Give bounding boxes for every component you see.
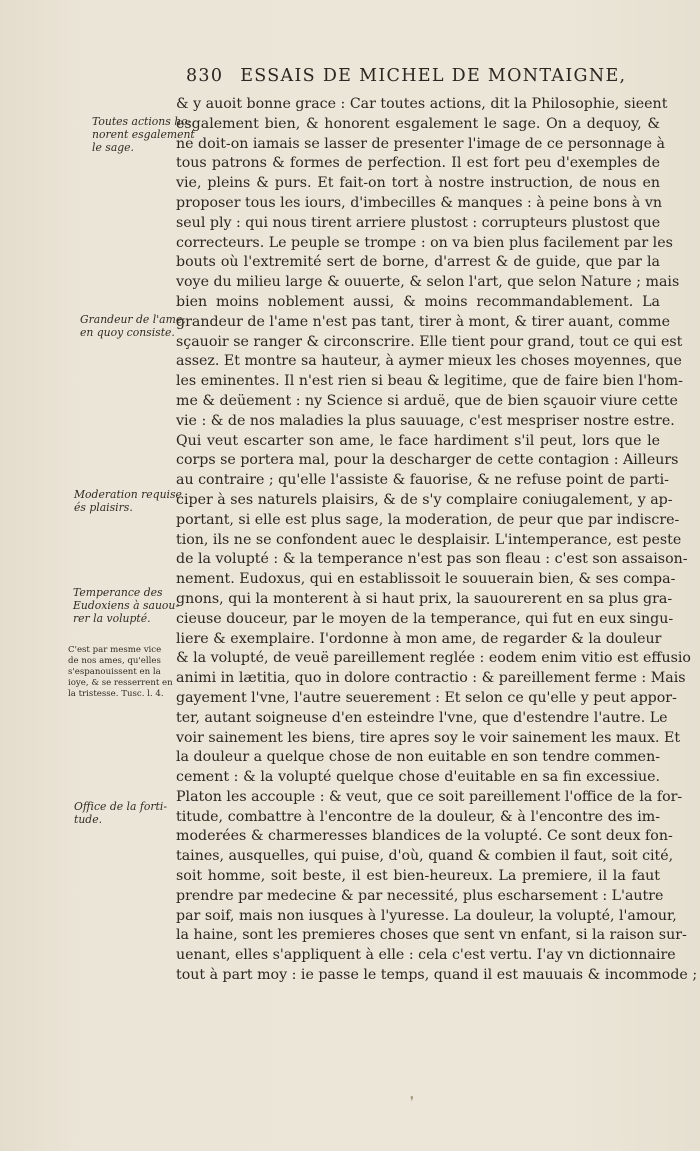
text-line: au contraire ; qu'elle l'assiste & fauorise, & ne refuse point de parti- xyxy=(176,472,669,489)
body-text xyxy=(176,95,698,986)
text-line: par soif, mais non iusques à l'yuresse. La douleur, la volupté, l'amour, xyxy=(176,907,677,924)
text-line: gnons, qui la monterent à si haut prix, la sauourerent en sa plus gra- xyxy=(176,590,673,607)
note-line: s'espanouissent en la xyxy=(68,667,161,677)
note-line: Eudoxiens à sauou- xyxy=(73,599,180,612)
text-line: corps se portera mal, pour la descharger de cette contagion : Ailleurs xyxy=(176,452,679,469)
page-number: 830 xyxy=(186,66,224,86)
text-line: bouts où l'extremité sert de borne, d'arrest & de guide, que par la xyxy=(176,254,660,271)
text-line: proposer tous les iours, d'imbecilles & manques : à peine bons à vn xyxy=(176,194,662,211)
text-line: esgalement bien, & honorent esgalement le sage. On a dequoy, & xyxy=(176,115,660,132)
note-office-fortitude xyxy=(74,800,176,826)
text-line: tous patrons & formes de perfection. Il est fort peu d'exemples de xyxy=(176,155,660,172)
text-line: moderées & charmeresses blandices de la volupté. Ce sont deux fon- xyxy=(176,828,673,845)
running-head xyxy=(186,66,656,86)
note-line: rer la volupté. xyxy=(73,612,151,625)
text-line: les eminentes. Il n'est rien si beau & legitime, que de faire bien l'hom- xyxy=(176,373,683,390)
text-line: la douleur a quelque chose de non euitable en son tendre commen- xyxy=(176,749,660,766)
text-line: liere & exemplaire. I'ordonne à mon ame, de regarder & la douleur xyxy=(176,630,662,647)
text-line: assez. Et montre sa hauteur, à aymer mieux les choses moyennes, que xyxy=(176,353,682,370)
note-temperance xyxy=(73,586,180,625)
text-line: prendre par medecine & par necessité, plus escharsement : L'autre xyxy=(176,887,664,904)
text-line: voir sainement les biens, tire apres soy le voir sainement les maux. Et xyxy=(176,729,681,746)
text-line: cement : & la volupté quelque chose d'euitable en sa fin excessiue. xyxy=(176,769,660,786)
text-line: & la volupté, de veuë pareillement reglée : eodem enim vitio est effusio xyxy=(176,650,691,667)
note-cest-par-mesme-vice xyxy=(68,645,172,700)
text-line: ne doit-on iamais se lasser de presenter l'image de ce personnage à xyxy=(176,135,665,152)
text-line: animi in lætitia, quo in dolore contractio : & pareillement ferme : Mais xyxy=(176,670,686,687)
text-line: titude, combattre à l'encontre de la douleur, & à l'encontre des im- xyxy=(176,808,660,825)
text-line: uenant, elles s'appliquent à elle : cela c'est vertu. I'ay vn dictionnaire xyxy=(176,947,676,964)
text-line: ter, autant soigneuse d'en esteindre l'vne, que d'estendre l'autre. Le xyxy=(176,709,668,726)
text-line: voye du milieu large & ouuerte, & selon l'art, que selon Nature ; mais xyxy=(176,274,680,291)
note-line: norent esgalement xyxy=(92,128,195,141)
text-line: sçauoir se ranger & circonscrire. Elle tient pour grand, tout ce qui est xyxy=(176,333,683,350)
note-line: Toutes actions ho- xyxy=(92,115,192,128)
note-line: Grandeur de l'ame, xyxy=(80,313,186,326)
text-line: correcteurs. Le peuple se trompe : on va bien plus facilement par les xyxy=(176,234,673,251)
text-line: tout à part moy : ie passe le temps, quand il est mauuais & incommode ; xyxy=(176,967,698,984)
text-line: tion, ils ne se confondent auec le desplaisir. L'intemperance, est peste xyxy=(176,531,682,548)
text-line: soit homme, soit beste, il est bien-heureux. La premiere, il la faut xyxy=(176,868,660,885)
note-line: és plaisirs. xyxy=(74,501,133,514)
note-line: Temperance des xyxy=(73,586,163,599)
text-line: vie, pleins & purs. Et fait-on tort à nostre instruction, de nous en xyxy=(176,175,660,192)
text-line: Qui veut escarter son ame, le face hardiment s'il peut, lors que le xyxy=(176,432,660,449)
note-line: le sage. xyxy=(92,141,134,154)
note-line: la tristesse. Tusc. l. 4. xyxy=(68,689,164,699)
text-line: bien moins noblement aussi, & moins recommandablement. La xyxy=(176,293,660,310)
note-line: C'est par mesme vice xyxy=(68,645,162,655)
text-line: grandeur de l'ame n'est pas tant, tirer à mont, & tirer auant, comme xyxy=(176,313,670,330)
note-toutes-actions xyxy=(92,115,194,154)
note-line: ioye, & se resserrent en xyxy=(68,678,173,688)
text-line: Platon les accouple : & veut, que ce soit pareillement l'office de la for- xyxy=(176,788,683,805)
note-line: tude. xyxy=(74,813,103,826)
note-line: en quoy consiste. xyxy=(80,326,175,339)
note-line: Moderation requise xyxy=(74,488,182,501)
note-line: de nos ames, qu'elles xyxy=(68,656,161,666)
text-line: ciper à ses naturels plaisirs, & de s'y complaire coniugalement, y ap- xyxy=(176,491,673,508)
note-grandeur-ame xyxy=(80,313,186,339)
text-line: & y auoit bonne grace : Car toutes actions, dit la Philosophie, sieent xyxy=(176,96,668,112)
running-title: ESSAIS DE MICHEL DE MONTAIGNE, xyxy=(240,66,627,86)
text-line: cieuse douceur, par le moyen de la temperance, qui fut en eux singu- xyxy=(176,610,674,627)
paper-mark-icon: ❜ xyxy=(410,1094,414,1108)
text-line: portant, si elle est plus sage, la moderation, de peur que par indiscre- xyxy=(176,511,680,528)
text-line: taines, ausquelles, qui puise, d'où, quand & combien il faut, soit cité, xyxy=(176,848,674,865)
text-line: la haine, sont les premieres choses que sent vn enfant, si la raison sur- xyxy=(176,927,687,944)
text-line: nement. Eudoxus, qui en establissoit le souuerain bien, & ses compa- xyxy=(176,571,676,588)
note-moderation xyxy=(74,488,182,514)
text-line: gayement l'vne, l'autre seuerement : Et selon ce qu'elle y peut appor- xyxy=(176,689,677,706)
text-line: seul ply : qui nous tirent arriere plustost : corrupteurs plustost que xyxy=(176,214,661,231)
text-line: vie : & de nos maladies la plus sauuage, c'est mespriser nostre estre. xyxy=(176,412,675,429)
note-line: Office de la forti- xyxy=(74,800,167,813)
text-line: de la volupté : & la temperance n'est pas son fleau : c'est son assaison- xyxy=(176,551,688,568)
text-line: me & deüement : ny Science si arduë, que de bien sçauoir viure cette xyxy=(176,392,678,409)
